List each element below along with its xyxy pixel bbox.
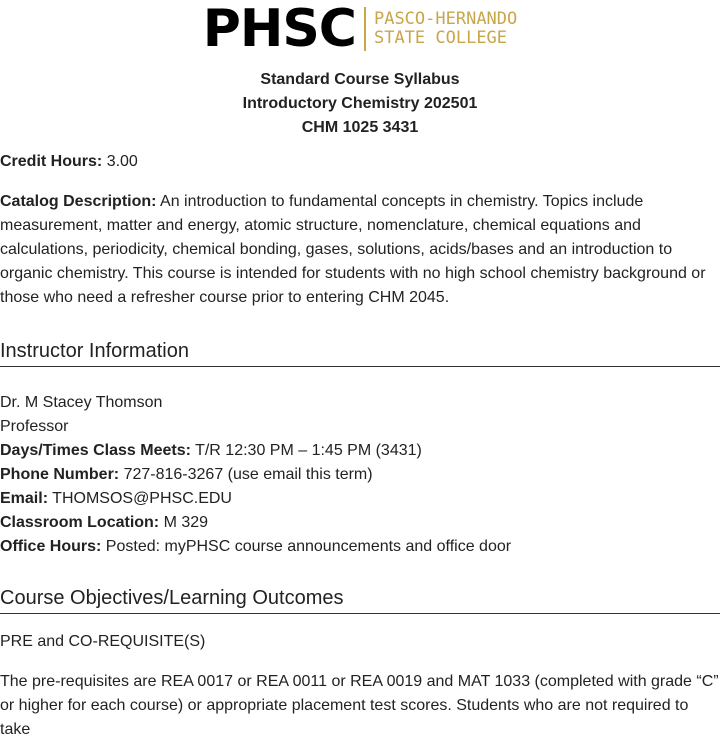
phone-number-label: Phone Number:	[0, 466, 120, 483]
phone-number	[0, 463, 720, 487]
syllabus-title-block	[0, 68, 720, 140]
catalog-description-label: Catalog Description:	[0, 193, 157, 210]
credit-hours-label: Credit Hours:	[0, 153, 103, 170]
phone-number-value: 727-816-3267 (use email this term)	[123, 466, 373, 483]
prerequisites-heading: PRE and CO-REQUISITE(S)	[0, 633, 206, 650]
credit-hours-value: 3.00	[106, 153, 138, 170]
credit-hours	[0, 150, 720, 174]
class-meeting-times	[0, 439, 720, 463]
objectives-heading: Course Objectives/Learning Outcomes	[0, 585, 720, 614]
instructor-info	[0, 391, 720, 559]
class-meeting-value: T/R 12:30 PM – 1:45 PM (3431)	[195, 442, 422, 459]
office-hours-label: Office Hours:	[0, 538, 102, 555]
logo-line-1: PASCO-HERNANDO	[373, 9, 518, 29]
course-title: Introductory Chemistry 202501	[242, 95, 478, 112]
instructor-name: Dr. M Stacey Thomson	[0, 394, 163, 411]
logo-row	[0, 0, 720, 59]
instructor-title: Professor	[0, 418, 69, 435]
catalog-description-text: An introduction to fundamental concepts in chemistry. Topics include measurement, matter and energy, atomic structure, nomenclature, chemical equations and calculations, periodicity, chemical bonding, gases, solutions, acids/bases and an introduction to organic chemistry. This course is intended for students with no high school chemistry background or those who need a refresher course prior to entering CHM 2045.	[0, 193, 706, 306]
email-value: THOMSOS@PHSC.EDU	[52, 490, 232, 507]
classroom-location	[0, 511, 720, 535]
class-meeting-label: Days/Times Class Meets:	[0, 442, 191, 459]
email	[0, 487, 720, 511]
classroom-location-value: M 329	[163, 514, 209, 531]
syllabus-title: Standard Course Syllabus	[260, 71, 460, 88]
instructor-heading: Instructor Information	[0, 338, 720, 367]
logo-wordmark	[374, 10, 517, 48]
phsc-logo	[202, 0, 518, 59]
classroom-location-label: Classroom Location:	[0, 514, 160, 531]
prerequisites-text: The pre-requisites are REA 0017 or REA 0011 or REA 0019 and MAT 1033 (completed with grade “C” or higher for each course) or appropriate placement test scores. Students who are not required to take	[0, 673, 719, 738]
logo-line-2: STATE COLLEGE	[373, 28, 508, 48]
office-hours-value: Posted: myPHSC course announcements and office door	[105, 538, 512, 555]
office-hours	[0, 535, 720, 559]
email-label: Email:	[0, 490, 49, 507]
course-code: CHM 1025 3431	[301, 119, 419, 136]
logo-divider	[364, 7, 366, 51]
catalog-description	[0, 190, 720, 310]
logo-mark: PHSC	[202, 0, 356, 59]
